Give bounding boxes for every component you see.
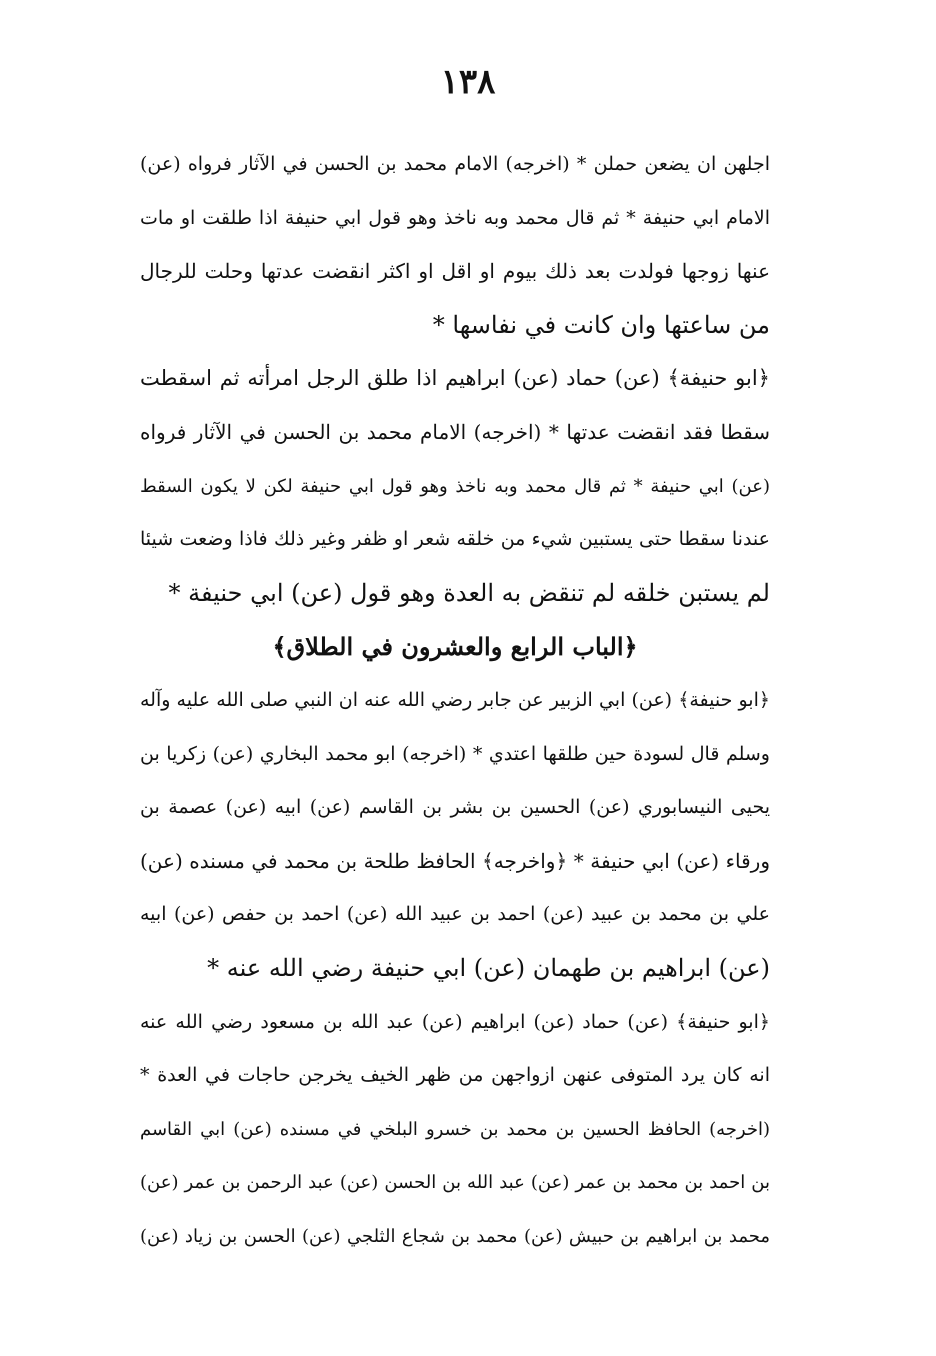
text-line: محمد بن ابراهيم بن حبيش (عن) محمد بن شجاع الثلجي (عن) الحسن بن زياد (عن) — [140, 1225, 770, 1247]
text-line: ﴿ابو حنيفة﴾ (عن) حماد (عن) ابراهيم (عن) عبد الله بن مسعود رضي الله عنه — [140, 1010, 770, 1033]
text-line: عنها زوجها فولدت بعد ذلك بيوم او اقل او اكثر انقضت عدتها وحلت للرجال — [140, 259, 770, 284]
text-line: علي بن محمد بن عبيد (عن) احمد بن عبيد الله (عن) احمد بن حفص (عن) ابيه — [140, 903, 770, 926]
text-body — [140, 138, 770, 1263]
text-line: انه كان يرد المتوفى عنهن ازواجهن من ظهر الخيف يخرجن حاجات في العدة * — [140, 1064, 770, 1087]
text-line: اجلهن ان يضعن حملن * (اخرجه) الامام محمد بن الحسن في الآثار فرواه (عن) — [140, 153, 770, 175]
text-line: (اخرجه) الحافظ الحسين بن محمد بن خسرو البلخي في مسنده (عن) ابي القاسم — [140, 1118, 770, 1140]
text-line: بن احمد بن محمد بن عمر (عن) عبد الله بن الحسن (عن) عبد الرحمن بن عمر (عن) — [140, 1172, 770, 1194]
text-line: ﴿ابو حنيفة﴾ (عن) حماد (عن) ابراهيم اذا طلق الرجل امرأته ثم اسقطت — [140, 366, 770, 391]
text-line: (عن) ابراهيم بن طهمان (عن) ابي حنيفة رضي الله عنه * — [207, 953, 770, 982]
text-line: عندنا سقطا حتى يستبين شيء من خلقه شعر او ظفر وغير ذلك فاذا وضعت شيئا — [140, 528, 770, 551]
text-line: ورقاء (عن) ابي حنيفة * ﴿واخرجه﴾ الحافظ طلحة بن محمد في مسنده (عن) — [140, 848, 770, 873]
text-line: من ساعتها وان كانت في نفاسها * — [432, 310, 770, 339]
text-line: سقطا فقد انقضت عدتها * (اخرجه) الامام محمد بن الحسن في الآثار فرواه — [140, 419, 770, 444]
text-line: ﴿ابو حنيفة﴾ (عن) ابي الزبير عن جابر رضي الله عنه ان النبي صلى الله عليه وآله — [140, 688, 770, 711]
chapter-heading: ﴿الباب الرابع والعشرون في الطلاق﴾ — [272, 632, 638, 662]
text-line: الامام ابي حنيفة * ثم قال محمد وبه ناخذ وهو قول ابي حنيفة اذا طلقت او مات — [140, 206, 770, 229]
text-line: وسلم قال لسودة حين طلقها اعتدي * (اخرجه) ابو محمد البخاري (عن) زكريا بن — [140, 742, 770, 765]
text-line: يحيى النيسابوري (عن) الحسين بن بشر بن القاسم (عن) ابيه (عن) عصمة بن — [140, 796, 770, 819]
page-number: ١٣٨ — [440, 62, 496, 102]
text-line: (عن) ابي حنيفة * ثم قال محمد وبه ناخذ وهو قول ابي حنيفة لكن لا يكون السقط — [140, 475, 770, 497]
text-line: لم يستبن خلقه لم تنقض به العدة وهو قول (عن) ابي حنيفة * — [168, 578, 770, 607]
